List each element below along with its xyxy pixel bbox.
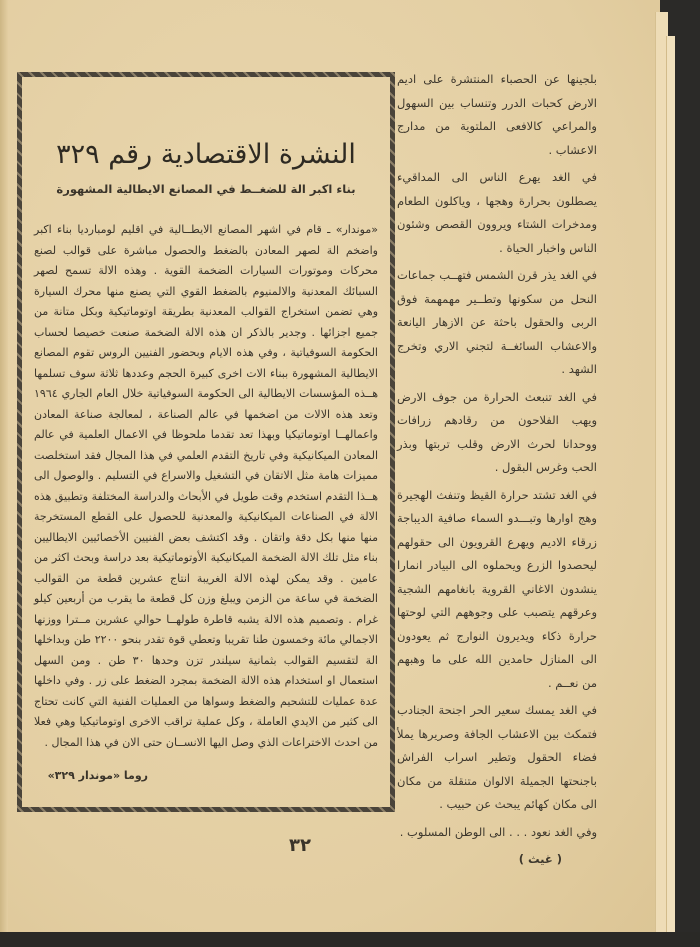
bulletin-paragraph: «موندار» ـ قام في اشهر المصانع الايطــالية في اقليم لومبارديا بناء اكبر واضخم الة لصهر المعادن بالضغط والحصول مباشرة على قوالب لصنع محركات وموتورات السيارات الضخمة القوية . وهذه الالة تسمح لصهر السبائك المعدنية والالمنيوم بالضغط القوي التي يصنع منها محرك السيارة وهي تضمن استخراج القوالب المعدنية بطريقة اوتوماتيكية وبكل متانة من جميع اجزائها . وجدير بالذكر ان هذه الالة الضخمة صنعت خصيصا لحساب الحكومة السوفياتية ، وفي هذه الايام وبحضور الفنيين الروس تقوم المصانع الايطالية المشهورة ببناء الات اخرى كبيرة الحجم وعددها ثلاثة سوف تسلمها هــذه المؤسسات الايطالية الى الحكومة السوفياتية خلال العام الجاري ١٩٦٤ وتعد هذه الالات من اضخمها في عالم الصناعة ، لمعالجة صناعة المعادن واعمالهــا اوتوماتيكيا وبهذا تعد تقدما ملحوظا في الاعمال العلمية في عالم المعادن الميكانيكية وفي تاريخ التقدم العلمي في هذا المجال فقد استخلصت مميزات هامة مثل الاتقان في التشغيل والاسراع في التسليم . والوصول الى هــذا التقدم استخدم وقت طويل في الأبحاث والدراسة المختلفة وتطبيق هذه الالة في الصناعات الميكانيكية والمعدنية للحصول على القطع المستخرجة منها منها بكل دقة واتقان . وقد اكتشف بعض الفنيين الأخصائيين الايطاليين بناء مثل تلك الالة الضخمة الميكانيكية الأوتوماتيكية بعد دراسة وبحث اكثر من عامين . وقد يمكن لهذه الالة الغريبة انتاج عشرين قطعة من القوالب الضخمة في ساعة من الزمن ويبلغ وزن كل قطعة ما يقرب من أربعين كيلو غرام . وتصميم هذه الالة يشبه قاطرة طولهــا حوالي عشرين مــترا ووزنها الاجمالي مائة وخمسون طنا تقريبا وتعطي قوة تقدر بنحو ٢٢٠٠ طن وبداخلها الة لتقسيم القوالب بثمانية سيلندر تزن وحدها ٣٠ طن . ومن السهل استعمال او استخدام هذه الالة الضخمة بمجرد الضغط على زر . وفي داخلها عدة عمليات للتشحيم والضغط وسواها من العمليات الفنية التي كانت تحتاج الى كثير من الايدي العاملة ، وكل عملية تراقب الاخرى اوتوماتيكيا وهي فعلا من احدث الاختراعات الذي وصل اليها الانســان حتى الان في هذا المجال . — [34, 223, 378, 749]
bulletin-signature: روما «موندار ٣٢٩» — [47, 769, 148, 782]
essay-paragraph: في الغد تشتد حرارة القيظ وتنفث الهجيرة وهج اوارها وتبـــدو السماء صافية الديباجة زرقاء الاديم ويهرع القرويون الى حقولهم ليحصدوا الزرع ويحملوه الى البيادر انمارا ينشدون الاغاني القروية بانغامهم الشجية وعرقهم يتصبب على وجوههم التي لوحتها حرارة ذكاء ويديرون النوارج ثم يعودون الى المنازل حامدين الله على ما وهبهم من نعــم . — [397, 487, 597, 690]
essay-paragraph: وفي الغد نعود . . . الى الوطن المسلوب . — [399, 824, 597, 839]
essay-paragraph: في الغد تنبعث الحرارة من جوف الارض ويهب الفلاحون من رقادهم زرافات ووحدانا لحرث الارض وقلب تربتها وبذر الحب وغرس البقول . — [397, 389, 597, 474]
essay-paragraph: في الغد يمسك سعير الحر اجنحة الجنادب فتمكث بين الاعشاب الجافة وصريرها يملأ فضاء الحقول وتطير اسراب الفراش باجنحتها الجميلة الالوان متنقلة من مكان الى مكان كهائم يبحث عن حبيب . — [397, 703, 597, 811]
page-number: ٣٢ — [289, 835, 311, 856]
essay-column — [397, 68, 597, 872]
economic-bulletin-box — [17, 72, 395, 812]
bulletin-article — [34, 220, 378, 753]
scan-background — [0, 932, 700, 947]
essay-author: ( غيث ) — [518, 852, 562, 866]
essay-paragraph: في الغد يهرع الناس الى المداقيء يصطلون بحرارة وهجها ، وياكلون الطعام ومدخرات الشتاء ويروون القصص وشئون الناس واخبار الحياة . — [397, 170, 597, 255]
essay-paragraph: في الغد يذر قرن الشمس فتهــب جماعات النحل من سكونها وتطــير مهمهمة فوق الربى والحقول باحثة عن الازهار اليانعة والاعشاب السائغــة لتجني الاري وتخرج الشهد . — [397, 268, 597, 376]
bulletin-subtitle: بناء اكبر الة للضغــط في المصانع الايطالية المشهورة — [56, 182, 356, 196]
page-edge-under — [666, 36, 675, 932]
box-content — [34, 77, 378, 807]
essay-paragraph: بلجينها عن الحصباء المنتشرة على اديم الارض كحبات الدرر وتنساب بين السهول والمراعي كالافعى الملتوية من مدارج الاعشاب . — [397, 72, 597, 157]
page-gutter — [0, 0, 8, 932]
bulletin-title: النشرة الاقتصادية رقم ٣٢٩ — [56, 139, 356, 170]
